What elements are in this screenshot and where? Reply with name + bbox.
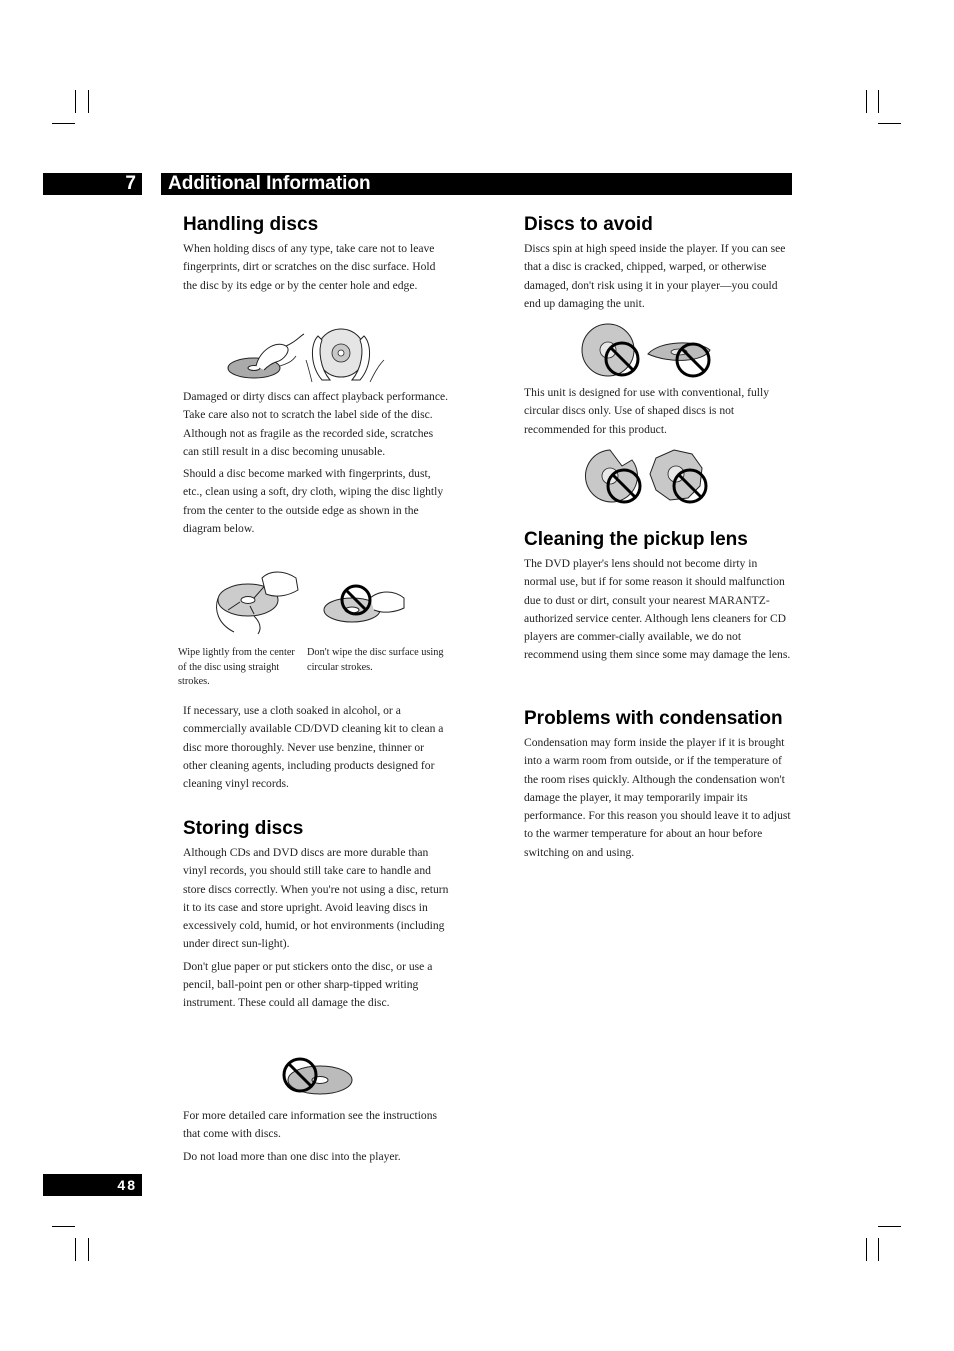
paragraph: Discs spin at high speed inside the player. If you can see that a disc is cracked, chipped, warped, or otherwise damaged, don't risk using it in your player—you could end up damaging the unit. xyxy=(524,242,786,310)
crop-mark xyxy=(866,90,867,113)
crop-mark xyxy=(52,123,75,124)
paragraph: Do not load more than one disc into the player. xyxy=(183,1149,401,1163)
wipe-straight-illustration xyxy=(210,568,302,636)
crop-mark xyxy=(866,1238,867,1261)
paragraph: When holding discs of any type, take care not to leave fingerprints, dirt or scratches on the disc surface. Hold the disc by its edge or by the center hole and edge. xyxy=(183,242,436,292)
chapter-title: Additional Information xyxy=(161,173,792,195)
section-heading-avoid: Discs to avoid xyxy=(524,214,653,235)
crop-mark xyxy=(75,1238,76,1261)
paragraph: For more detailed care information see the instructions that come with discs. xyxy=(183,1109,438,1141)
paragraph: This unit is designed for use with conventional, fully circular discs only. Use of shaped discs is not recommended for this product. xyxy=(524,386,770,436)
crop-mark xyxy=(878,123,901,124)
avoid-section xyxy=(524,214,792,313)
left-column-cleaning xyxy=(183,702,449,793)
left-column-continued xyxy=(183,388,449,538)
wipe-circular-prohibited-illustration xyxy=(320,582,408,630)
chapter-number: 7 xyxy=(43,173,142,195)
left-column xyxy=(183,214,449,295)
damaged-disc-prohibited-illustration xyxy=(580,322,716,382)
crop-mark xyxy=(52,1226,75,1227)
paragraph: Don't glue paper or put stickers onto the disc, or use a pencil, ball-point pen or other sharp-tipped writing instrument. These could all damage the disc. xyxy=(183,959,433,1010)
crop-mark xyxy=(878,90,879,113)
lens-section xyxy=(524,529,792,665)
paragraph: Condensation may form inside the player if it is brought into a warm room from outside, or if the temperature of the room rises quickly. Although the condensation won't damage the player, it may temporarily impair its performance. For this reason you should leave it to adjust to the warmer temperature for about an hour before switching on and using. xyxy=(524,736,791,859)
crop-mark xyxy=(88,1238,89,1261)
paragraph: If necessary, use a cloth soaked in alcohol, or a commercially available CD/DVD cleaning kit to clean a disc more thoroughly. Never use benzine, thinner or other cleaning agents, including products designed for cleaning vinyl records. xyxy=(183,704,444,791)
paragraph: Although CDs and DVD discs are more durable than vinyl records, you should still take care to handle and store discs correctly. When you're not using a disc, return it to its case and store upright. Avoid leaving discs in excessively cold, humid, or hot environments (including under direct sun-light). xyxy=(183,846,449,951)
page-number: 48 xyxy=(43,1174,142,1196)
avoid-section-2 xyxy=(524,384,792,439)
caption-circular: Don't wipe the disc surface using circular strokes. xyxy=(307,647,444,673)
crop-mark xyxy=(878,1226,901,1227)
paragraph: Should a disc become marked with fingerprints, dust, etc., clean using a soft, dry cloth, wiping the disc lightly from the center to the outside edge as shown in the diagram below. xyxy=(183,467,444,536)
caption-straight: Wipe lightly from the center of the disc using straight strokes. xyxy=(178,647,295,687)
disc-handling-illustration xyxy=(226,326,392,384)
shaped-disc-prohibited-illustration xyxy=(582,446,712,506)
crop-mark xyxy=(88,90,89,113)
section-heading-condensation: Problems with condensation xyxy=(524,708,783,729)
no-sticker-illustration xyxy=(278,1056,354,1098)
storing-section-end xyxy=(183,1107,449,1166)
storing-section xyxy=(183,818,449,1013)
section-heading-lens: Cleaning the pickup lens xyxy=(524,529,748,550)
paragraph: The DVD player's lens should not become dirty in normal use, but if for some reason it should malfunction due to dust or dirt, consult your nearest MARANTZ-authorized service center. Although lens cleaners for CD players are commer-cially available, we do not recommend using them since some may damage the lens. xyxy=(524,557,791,662)
condensation-section xyxy=(524,708,792,862)
section-heading-handling: Handling discs xyxy=(183,214,319,235)
paragraph: Damaged or dirty discs can affect playback performance. Take care also not to scratch the label side of the disc. Although not as fragile as the recorded side, scratches can still result in a disc becoming unusable. xyxy=(183,390,449,458)
crop-mark xyxy=(878,1238,879,1261)
section-heading-storing: Storing discs xyxy=(183,818,304,839)
crop-mark xyxy=(75,90,76,113)
